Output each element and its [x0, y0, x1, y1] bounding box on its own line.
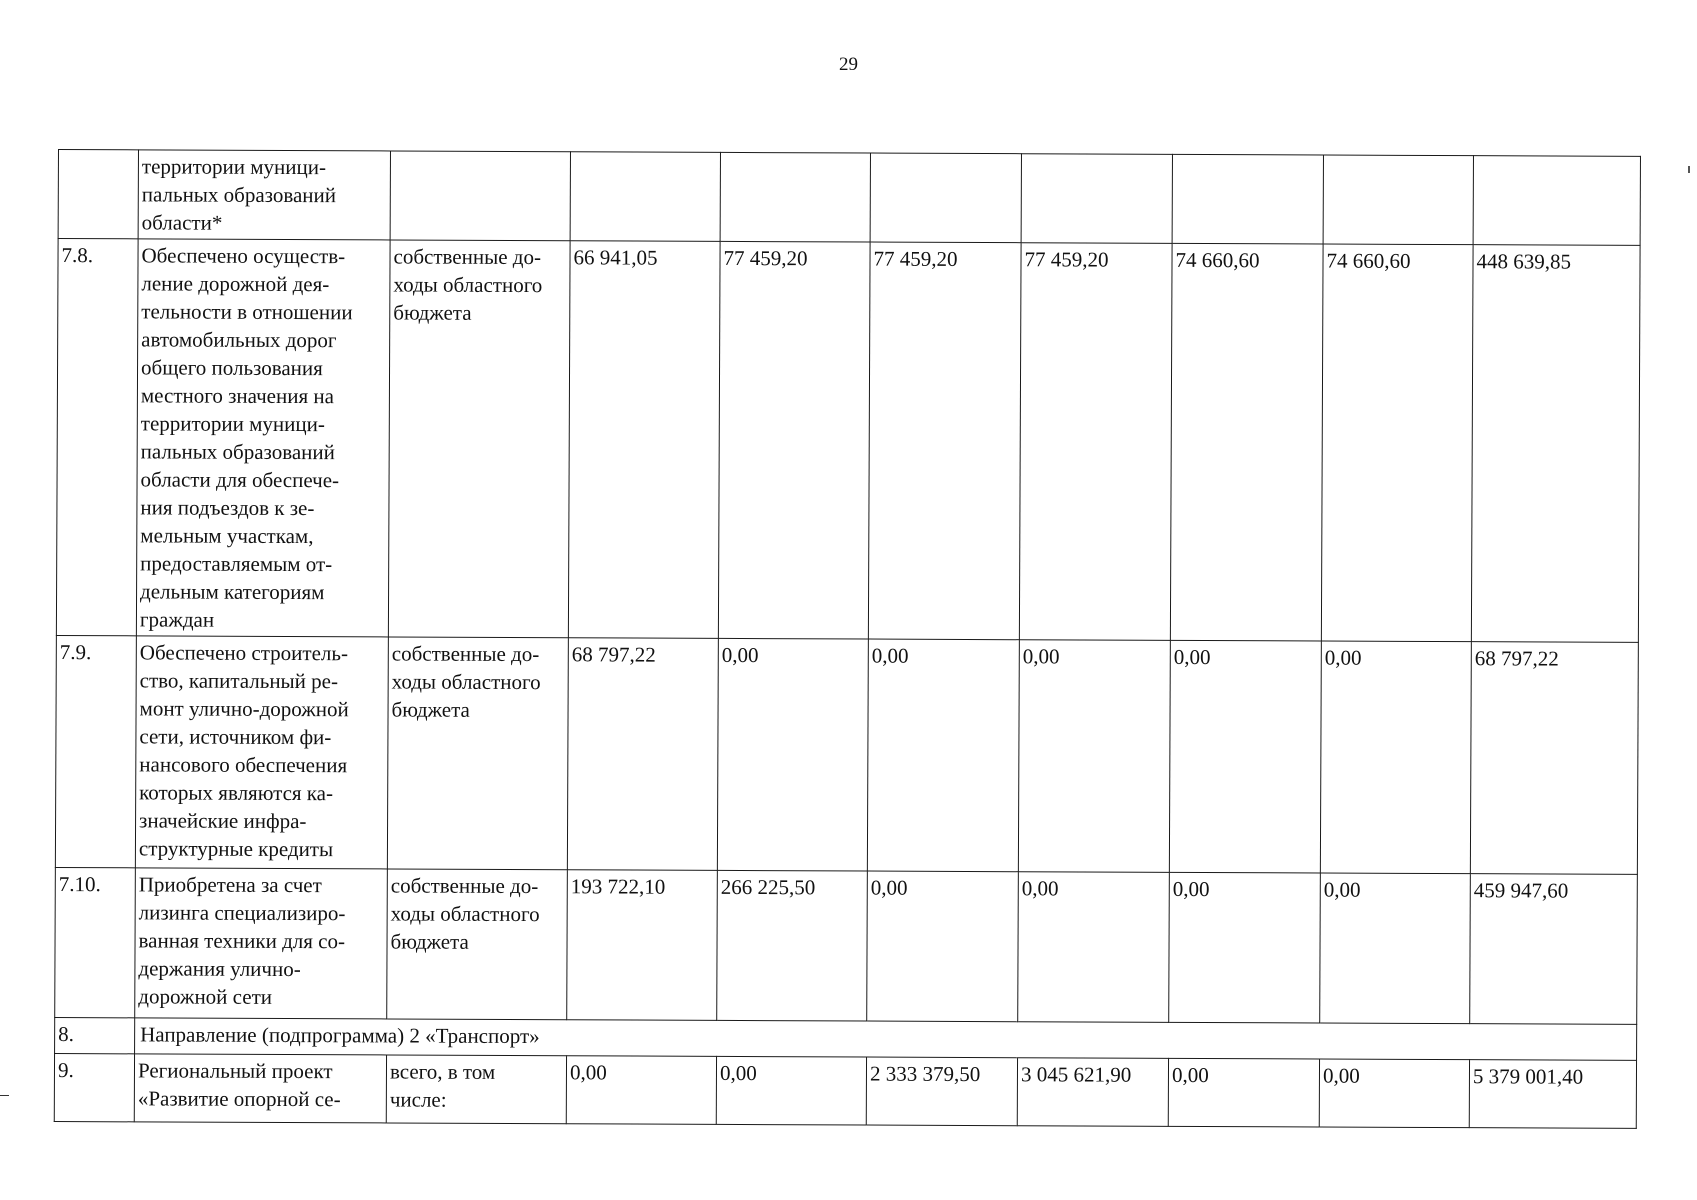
value-year-5: 0,00	[1168, 1058, 1319, 1127]
value-year-5	[1172, 154, 1323, 244]
value-year-4	[1021, 154, 1172, 244]
margin-mark	[0, 1095, 9, 1096]
value-year-1: 68 797,22	[567, 638, 718, 871]
value-year-4: 0,00	[1018, 640, 1170, 873]
section-title: Направление (подпрограмма) 2 «Транспорт»	[135, 1018, 1637, 1061]
table-row	[54, 1053, 1636, 1128]
row-number: 8.	[55, 1017, 135, 1053]
value-year-3: 2 333 379,50	[866, 1057, 1017, 1126]
row-name: Приобретена за счет лизинга специализиро- ванная техники для со- держания улично- дорожной сети	[135, 868, 388, 1019]
value-year-5: 0,00	[1169, 640, 1321, 873]
row-number: 7.10.	[55, 867, 136, 1017]
value-year-1	[570, 152, 720, 242]
value-year-6: 74 660,60	[1321, 244, 1473, 642]
value-year-1: 193 722,10	[567, 870, 718, 1021]
funding-source: всего, в том числе:	[386, 1055, 566, 1124]
value-year-4: 0,00	[1018, 872, 1170, 1023]
row-number: 9.	[54, 1053, 134, 1121]
value-year-2	[720, 152, 870, 242]
value-year-3: 0,00	[867, 639, 1019, 872]
funding-source: собственные до- ходы областного бюджета	[387, 637, 568, 870]
table-row	[55, 635, 1638, 874]
table-row	[56, 239, 1640, 643]
value-year-3: 0,00	[867, 871, 1019, 1022]
value-year-6	[1323, 155, 1473, 245]
value-year-5: 0,00	[1169, 872, 1321, 1023]
page-number: 29	[839, 54, 858, 75]
value-total: 68 797,22	[1470, 642, 1638, 875]
value-total: 5 379 001,40	[1469, 1060, 1636, 1129]
value-year-6: 0,00	[1320, 641, 1471, 874]
row-name: Региональный проект «Развитие опорной се-	[134, 1054, 386, 1123]
value-year-3	[870, 153, 1021, 243]
value-total: 459 947,60	[1470, 874, 1638, 1025]
table-row-continuation	[58, 150, 1640, 246]
value-year-1: 0,00	[566, 1056, 716, 1125]
margin-mark-right	[1688, 166, 1690, 173]
row-number: 7.8.	[56, 239, 138, 636]
value-total: 448 639,85	[1471, 245, 1640, 643]
funding-source: собственные до- ходы областного бюджета	[387, 869, 568, 1020]
value-year-3: 77 459,20	[868, 242, 1021, 640]
value-total	[1473, 156, 1640, 246]
table-body	[54, 150, 1640, 1129]
value-year-2: 0,00	[716, 1056, 866, 1125]
row-number: 7.9.	[55, 635, 136, 867]
value-year-4: 3 045 621,90	[1017, 1058, 1168, 1127]
value-year-2: 77 459,20	[718, 241, 870, 639]
table-row	[55, 867, 1638, 1024]
budget-table	[54, 149, 1641, 1129]
value-year-4: 77 459,20	[1019, 243, 1172, 641]
row-name: Обеспечено осуществ- ление дорожной дея- тельности в отношении автомобильных дорог общего пользования местного значения на территории муници- пальных образований области для обеспече- ния подъездов к зе- мельным участкам, предоставляемым от- дельным категориям граждан	[136, 239, 390, 637]
row-number	[58, 150, 138, 239]
row-name: Обеспечено строитель- ство, капитальный ре- монт улично-дорожной сети, источником фи- нансового обеспечения которых являются ка- значейские инфра- структурные кредиты	[135, 636, 388, 869]
value-year-1: 66 941,05	[568, 241, 720, 639]
row-name: территории муници- пальных образований области*	[138, 150, 390, 240]
value-year-6: 0,00	[1320, 873, 1471, 1024]
value-year-2: 0,00	[717, 638, 868, 871]
funding-source: собственные до- ходы областного бюджета	[388, 240, 570, 638]
value-year-5: 74 660,60	[1170, 243, 1323, 641]
funding-source	[390, 151, 570, 241]
value-year-6: 0,00	[1319, 1059, 1469, 1128]
value-year-2: 266 225,50	[717, 870, 868, 1021]
